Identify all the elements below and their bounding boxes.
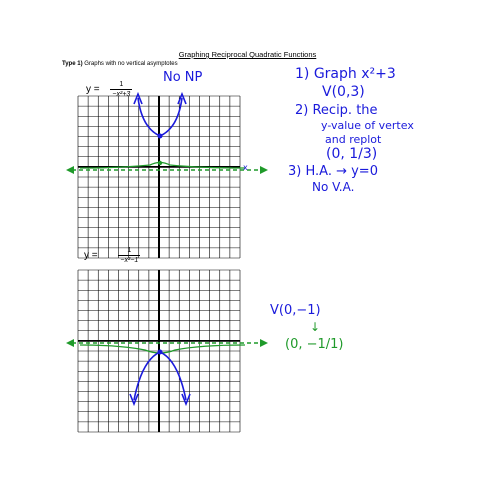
vertex-point-1 [158, 134, 163, 139]
step-2-line-3: and replot [325, 133, 382, 146]
step-3-line-2: No V.A. [312, 180, 355, 194]
page-title: Graphing Reciprocal Quadratic Functions [178, 50, 317, 59]
type-label: Type 1) [62, 61, 83, 67]
equation-2-denominator: −x²−1 [120, 257, 139, 264]
equation-1-denominator: −x²+3 [112, 91, 131, 98]
equation-1-y: y = [86, 84, 100, 96]
equation-2-y: y = [84, 250, 98, 262]
step-2-line-1: 2) Recip. the [295, 103, 378, 118]
note-vertex-2: V(0,−1) [270, 303, 321, 318]
equation-1-numerator: 1 [119, 81, 124, 88]
step-2-line-4: (0, 1/3) [326, 146, 378, 162]
note-reciprocal-2: (0, −1/1) [285, 337, 344, 352]
step-1-line-2: V(0,3) [322, 84, 365, 100]
step-3-line-1: 3) H.A. → y=0 [288, 164, 378, 179]
step-1-line-1: 1) Graph x²+3 [295, 66, 396, 82]
step-2-line-2: y-value of vertex [321, 119, 414, 132]
vertex-point-2 [158, 350, 163, 355]
reciprocal-curve-2 [80, 345, 245, 353]
equation-2-numerator: 1 [127, 247, 132, 254]
note-arrow-2: ↓ [310, 320, 321, 334]
note-no-np: No NP [163, 70, 203, 85]
coordinate-grid-1 [78, 96, 240, 258]
x-axis-label-1: x [243, 163, 248, 172]
reciprocal-vertex-point-1 [158, 161, 162, 165]
type-description: Graphs with no vertical asymptotes [84, 61, 178, 67]
